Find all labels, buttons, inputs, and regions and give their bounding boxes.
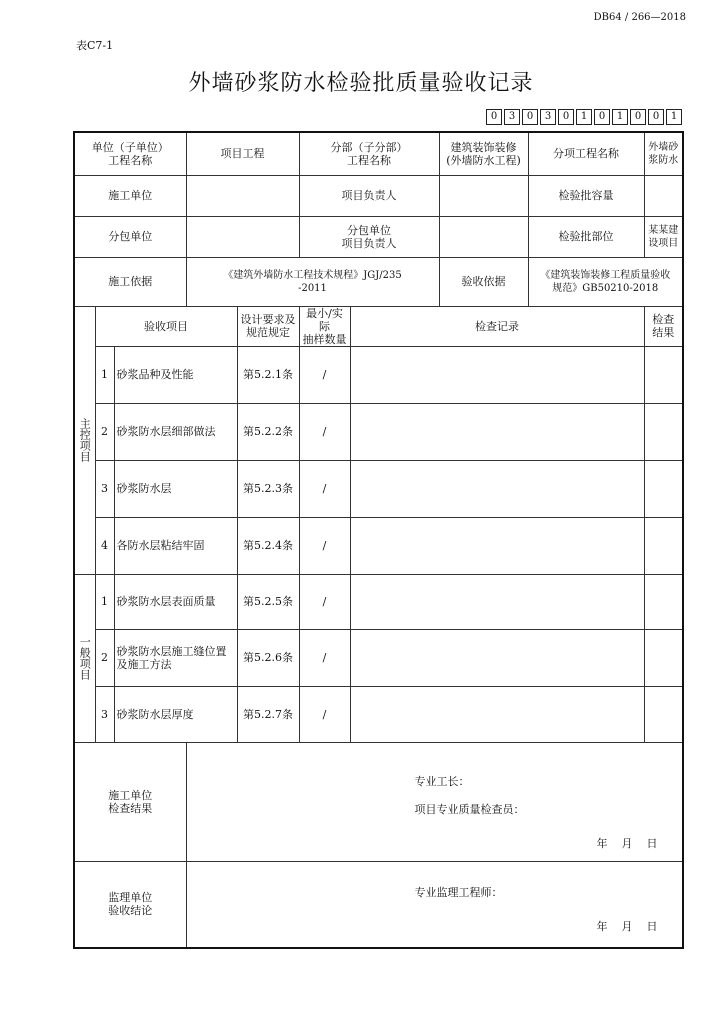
row-sample: / — [299, 403, 350, 460]
code-digit: 0 — [630, 109, 646, 125]
table-row — [74, 517, 683, 574]
code-digit: 1 — [666, 109, 682, 125]
row-result — [644, 517, 683, 574]
table-row — [74, 574, 683, 629]
row-spec: 第5.2.4条 — [237, 517, 299, 574]
code-digit: 0 — [558, 109, 574, 125]
row-number: 3 — [95, 460, 114, 517]
row-item-name: 砂浆防水层细部做法 — [114, 403, 237, 460]
general-group — [74, 574, 95, 742]
main-control-label: 主控项目 — [78, 418, 92, 462]
row-result — [644, 629, 683, 686]
acceptance-basis-label: 验收依据 — [439, 257, 528, 306]
row-spec: 第5.2.7条 — [237, 686, 299, 742]
code-digit: 0 — [522, 109, 538, 125]
row-item-name: 砂浆品种及性能 — [114, 346, 237, 403]
table-row — [74, 686, 683, 742]
page-title: 外墙砂浆防水检验批质量验收记录 — [188, 71, 534, 96]
row-spec: 第5.2.5条 — [237, 574, 299, 629]
code-digit: 1 — [612, 109, 628, 125]
supervision-engineer-label: 专业监理工程师： — [414, 885, 503, 899]
subcontract-lead-value — [439, 216, 528, 257]
row-result — [644, 403, 683, 460]
foreman-label: 专业工长： — [414, 774, 470, 788]
row-record — [350, 686, 644, 742]
row-number: 1 — [95, 346, 114, 403]
project-lead-label: 项目负责人 — [299, 175, 439, 216]
row-number: 1 — [95, 574, 114, 629]
row-sample: / — [299, 686, 350, 742]
row-record — [350, 574, 644, 629]
acceptance-basis-value: 《建筑装饰装修工程质量验收 规范》GB50210-2018 — [528, 257, 683, 306]
row-spec: 第5.2.6条 — [237, 629, 299, 686]
code-boxes — [484, 109, 682, 125]
batch-location-label: 检验批部位 — [528, 216, 644, 257]
row-record — [350, 403, 644, 460]
row-result — [644, 686, 683, 742]
row-result — [644, 346, 683, 403]
table-row — [74, 629, 683, 686]
batch-capacity-label: 检验批容量 — [528, 175, 644, 216]
row-item-name: 砂浆防水层 — [114, 460, 237, 517]
row-spec: 第5.2.1条 — [237, 346, 299, 403]
construction-unit-label: 施工单位 — [74, 175, 186, 216]
supervision-date: 年 月 日 — [596, 919, 658, 933]
inspection-record-table — [73, 131, 684, 949]
construction-basis-label: 施工依据 — [74, 257, 186, 306]
code-digit: 1 — [576, 109, 592, 125]
unit-project-value: 项目工程 — [186, 132, 299, 175]
quality-inspector-label: 项目专业质量检查员： — [414, 802, 525, 816]
unit-project-label: 单位（子单位） 工程名称 — [74, 132, 186, 175]
col-result-header: 检查 结果 — [644, 306, 683, 346]
code-digit: 0 — [486, 109, 502, 125]
row-number: 2 — [95, 629, 114, 686]
construction-date: 年 月 日 — [596, 836, 658, 850]
col-spec-header: 设计要求及 规范规定 — [237, 306, 299, 346]
row-sample: / — [299, 574, 350, 629]
row-item-name: 砂浆防水层表面质量 — [114, 574, 237, 629]
construction-check-area — [186, 742, 683, 861]
standard-number: DB64 / 266—2018 — [593, 12, 686, 23]
row-record — [350, 517, 644, 574]
project-lead-value — [439, 175, 528, 216]
code-digit: 0 — [648, 109, 664, 125]
item-project-value: 外墙砂浆防水 — [644, 132, 683, 175]
table-row — [74, 346, 683, 403]
row-number: 3 — [95, 686, 114, 742]
table-row — [74, 460, 683, 517]
main-control-group — [74, 306, 95, 574]
subcontract-unit-label: 分包单位 — [74, 216, 186, 257]
row-sample: / — [299, 460, 350, 517]
row-spec: 第5.2.2条 — [237, 403, 299, 460]
subcontract-lead-label: 分包单位 项目负责人 — [299, 216, 439, 257]
row-spec: 第5.2.3条 — [237, 460, 299, 517]
form-number: 表C7-1 — [76, 39, 114, 52]
row-number: 2 — [95, 403, 114, 460]
row-sample: / — [299, 346, 350, 403]
batch-location-value: 某某建设项目 — [644, 216, 683, 257]
row-number: 4 — [95, 517, 114, 574]
row-sample: / — [299, 517, 350, 574]
batch-capacity-value — [644, 175, 683, 216]
code-digit: 0 — [594, 109, 610, 125]
row-sample: / — [299, 629, 350, 686]
sub-project-label: 分部（子分部） 工程名称 — [299, 132, 439, 175]
row-record — [350, 346, 644, 403]
general-label: 一般项目 — [78, 636, 92, 680]
sub-project-value: 建筑装饰装修 (外墙防水工程) — [439, 132, 528, 175]
row-item-name: 各防水层粘结牢固 — [114, 517, 237, 574]
code-digit: 3 — [504, 109, 520, 125]
table-row — [74, 403, 683, 460]
code-digit: 3 — [540, 109, 556, 125]
col-item-header: 验收项目 — [95, 306, 237, 346]
row-item-name: 砂浆防水层厚度 — [114, 686, 237, 742]
supervision-check-area — [186, 861, 683, 948]
col-sample-header: 最小/实际 抽样数量 — [299, 306, 350, 346]
subcontract-unit-value — [186, 216, 299, 257]
construction-check-label: 施工单位 检查结果 — [74, 742, 186, 861]
row-result — [644, 460, 683, 517]
construction-basis-value: 《建筑外墙防水工程技术规程》JGJ/235 -2011 — [186, 257, 439, 306]
supervision-check-label: 监理单位 验收结论 — [74, 861, 186, 948]
item-project-label: 分项工程名称 — [528, 132, 644, 175]
construction-unit-value — [186, 175, 299, 216]
row-result — [644, 574, 683, 629]
row-item-name: 砂浆防水层施工缝位置及施工方法 — [114, 629, 237, 686]
row-record — [350, 460, 644, 517]
row-record — [350, 629, 644, 686]
col-record-header: 检查记录 — [350, 306, 644, 346]
